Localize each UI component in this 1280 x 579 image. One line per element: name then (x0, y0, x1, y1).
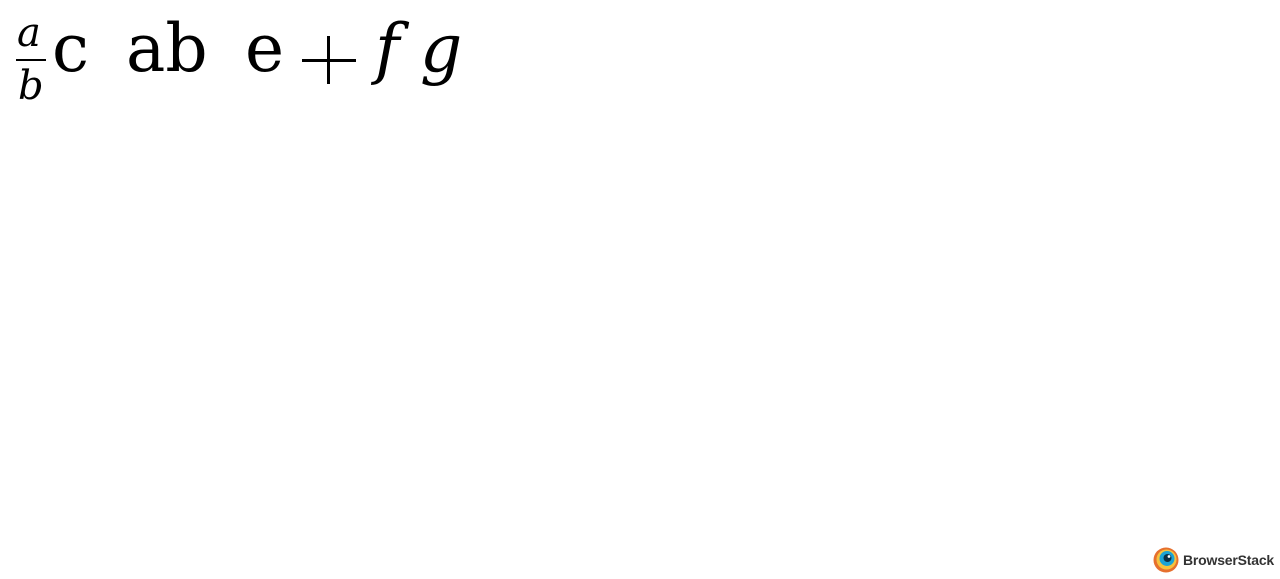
fraction-numerator: a (17, 10, 41, 56)
browserstack-watermark (1153, 547, 1274, 573)
math-term-c: c (52, 10, 89, 87)
fraction-denominator: b (18, 63, 44, 109)
plus-sign (302, 36, 356, 84)
fraction-bar (16, 59, 46, 61)
browserstack-logo-icon (1153, 547, 1179, 573)
math-term-g: g (420, 10, 463, 87)
math-term-f: f (375, 10, 400, 87)
math-term-ab: ab (126, 10, 208, 87)
browserstack-label: BrowserStack (1183, 552, 1274, 568)
math-formula (0, 0, 520, 120)
math-term-e: e (245, 10, 285, 87)
